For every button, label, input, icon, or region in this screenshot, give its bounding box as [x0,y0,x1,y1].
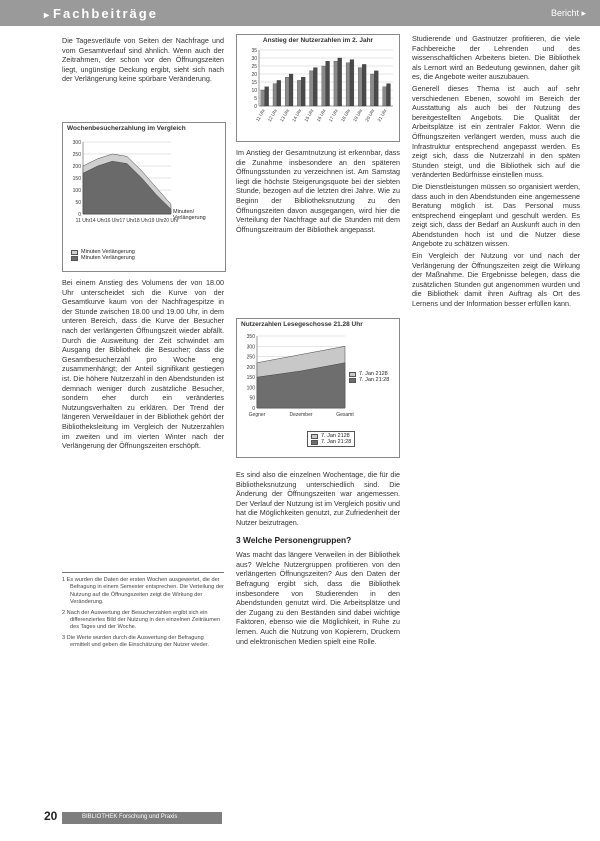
x-tick-label: 19 Uhr [148,218,164,224]
y-tick-label: 250 [72,152,81,158]
bar [310,71,314,106]
middle-paragraph-3: Was macht das längere Verweilen in der Bibliothek aus? Welche Nutzergruppen profitieren von den verlängerten Öffnungszeiten? Aus den Daten der Befragung ergibt sich, dass die Bibliothek insbesondere von Studierenden in den Abendstunden genutzt wird. Die Arbeitsplätze und der Zugang zu den Beständen sind dabei wichtige Faktoren, ebenso wie die Möglichkeit, in Ruhe zu lernen. Auch die Nutzung von Kopierern, Druckern und elektronischen Medien spielt eine Rolle. [236,550,400,646]
bar [273,84,277,106]
figure-2-chart [237,46,399,140]
middle-column-bottom [236,470,400,800]
bar [322,66,326,106]
y-tick-label: 150 [246,375,255,382]
middle-column-top [236,148,400,308]
header-bar [0,0,600,26]
y-tick-label: 200 [72,164,81,170]
figure-3-legend-item [349,377,389,383]
figure-1-chart [63,134,225,242]
bar [350,60,354,106]
figure-1-title: Wochenbesucherzahlung im Vergleich [67,125,186,132]
y-tick-label: 300 [246,344,255,351]
x-tick-label: Gegner [248,412,266,418]
y-tick-label: 150 [72,176,81,182]
legend-swatch [71,256,78,261]
footnote: 3 Die Werte wurden durch die Auswertung der Befragung ermittelt und geben die Einschätzung der Nutzer wieder. [62,634,209,649]
bar [277,80,281,106]
x-tick-label: 20 Uhr [364,108,376,123]
middle-paragraph-1: Im Anstieg der Gesamtnutzung ist erkennbar, dass die Zunahme insbesondere an den späteren Öffnungsstunden zu verzeichnen ist. Am Samstag liegt die höchste Steigerungsquote bei der siebten Stunde, bezogen auf die letzten drei Jahre. Wie zu Beginn der Bibliotheksnutzung zu den Öffnungszeiten davon ausgegangen, wird hier die Verteilung der Nachfrage auf die Stunden mit dem Öffnungszeitraum der Bibliothek angepasst. [236,148,400,234]
y-tick-label: 250 [246,354,255,361]
x-tick-label: 16 Uhr [104,218,120,224]
y-tick-label: 50 [249,395,255,402]
right-paragraph-3: Die Dienstleistungen müssen so organisiert werden, dass auch in den Abendstunden eine angemessene Beratung möglich ist. Das Personal muss entsprechend eingeplant und geschult werden. Es zeigt sich, dass der Bedarf an Auskunft auch in den Abendstunden hoch ist und die Nutzer diese Angebote zu schätzen wissen. [412,181,580,249]
x-tick-label: Gesamt [336,412,354,418]
y-tick-label: 100 [72,188,81,194]
figure-1-side-label: Minuten/ Verlängerung [173,209,206,221]
y-tick-label: 100 [246,385,255,392]
x-tick-label: Dezember [289,412,313,418]
legend-label: 7. Jan 2128 [321,433,350,439]
bar [346,63,350,106]
bar [358,68,362,106]
x-tick-label: 19 Uhr [352,108,364,123]
bar [383,87,387,106]
figure-3-key-box [307,431,355,447]
legend-label: 7. Jan 21:28 [321,439,352,445]
x-tick-label: 11 Uhr [254,108,266,123]
y-tick-label: 0 [254,104,257,110]
y-tick-label: 350 [246,334,255,340]
y-tick-label: 300 [72,140,81,146]
x-tick-label: 18 Uhr [134,218,150,224]
x-tick-label: 11 Uhr [75,218,91,224]
legend-swatch [349,372,356,377]
y-tick-label: 35 [251,48,257,54]
footnotes [62,572,224,653]
bar [387,84,391,106]
left-column-bottom [62,278,224,564]
y-tick-label: 0 [252,406,255,412]
x-tick-label: 18 Uhr [340,108,352,123]
footer-journal: BIBLIOTHEK Forschung und Praxis [82,814,178,820]
figure-2-title: Anstieg der Nutzerzahlen im 2. Jahr [262,37,374,44]
y-tick-label: 25 [251,64,257,70]
figure-3-legend [349,371,389,383]
bar [297,80,301,106]
figure-1-legend-item [71,255,135,261]
legend-label: Minuten Verlängerung [81,249,135,255]
bar [261,90,265,106]
legend-label: Minuten Verlängerung [81,255,135,261]
right-column [412,34,580,800]
bar [265,87,269,106]
footnote: 2 Nach der Auswertung der Besucherzahlen ergibt sich ein differenziertes Bild der Nutzung in den einzelnen Zeiträumen des Tages und der Woche. [62,609,221,631]
bar [362,64,366,106]
x-tick-label: 21 Uhr [376,108,388,123]
footnote: 1 Es wurden die Daten der ersten Wochen ausgewertet, die der Befragung in einem Semester entsprechen. Die Verteilung der Nutzung auf die Öffnungszeiten zeigt die Wirkung der Veränderung. [62,577,224,606]
x-tick-label: 12 Uhr [266,108,279,123]
figure-3 [236,318,400,458]
y-tick-label: 50 [75,200,81,206]
figure-3-key-item [311,439,351,445]
section-title: ▸ Fachbeiträge [44,6,158,21]
bar [326,61,330,106]
header-right-label: Bericht ▸ [550,8,586,18]
legend-label: 7. Jan 2128 [359,371,388,377]
legend-swatch [311,434,318,439]
figure-3-title: Nutzerzahlen Lesegeschosse 21.28 Uhr [241,321,363,328]
figure-1 [62,122,226,272]
y-tick-label: 30 [251,56,257,62]
bar [285,77,289,106]
x-tick-label: 20 Uhr [163,218,179,224]
x-tick-label: 14 Uhr [291,108,303,123]
x-tick-label: 15 Uhr [303,108,315,123]
area-series-1 [83,161,171,214]
middle-paragraph-2: Es sind also die einzelnen Wochentage, die für die Bibliotheksnutzung unterschiedlich sind. Die Änderung der Öffnungszeiten war angemessen. Der Verlauf der Nutzung ist im Vergleich positiv und hat die Möglichkeiten genutzt, zur Zufriedenheit der Nutzer beizutragen. [236,470,400,527]
x-tick-label: 17 Uhr [119,218,135,224]
left-column-top [62,36,224,86]
y-tick-label: 20 [251,72,257,78]
legend-label: 7. Jan 21:28 [359,377,390,383]
left-paragraph-1: Die Tagesverläufe von Seiten der Nachfrage und vom Gesamtverlauf sind ähnlich. Wenn auch der Zeitrahmen, der schon vor den Öffnungszeiten liegt, ungünstige Deckung ergibt, sieht sich nach der Verlängerung keine spürbare Veränderung. [62,36,224,84]
x-tick-label: 16 Uhr [315,108,327,123]
y-tick-label: 10 [251,88,257,94]
y-tick-label: 0 [78,212,81,218]
x-tick-label: 14 Uhr [90,218,106,224]
figure-2 [236,34,400,142]
y-tick-label: 200 [246,364,255,371]
bar [313,68,317,106]
legend-swatch [71,250,78,255]
bar [301,77,305,106]
y-tick-label: 15 [251,80,257,86]
legend-swatch [349,378,356,383]
header-right-text: Bericht [550,8,579,18]
left-paragraph-2: Bei einem Anstieg des Volumens der von 18.00 Uhr unterscheidet sich die Kurve von der Gesamtkurve kaum von der Nachfragespitze in der Stunde zwischen 18.00 und 19.00 Uhr, in dem unteren Bereich, dass die Kurve der Besucher nach der verlängerten Öffnungszeit wieder abfällt. Durch die Ausweitung der Zeit schwindet am Ausgang der Bibliothek die Besucher; dass die Gesamtbesucherzahl pro Woche eng zusammenhängt; der Anteil signifikant gestiegen ist. Die höhere Nutzerzahl in den Abendstunden ist demnach weniger durch zusätzliche Besucher, sondern eher durch ein verändertes Nutzungsverhalten zu erklären. Der Trend der längeren Verweildauer in der Bibliothek gehört der Bibliotheksleitung im Vergleich der Nutzerzahlen im zweiten und im vierten Winter nach der Verlängerung der Öffnungszeiten erschöpft. [62,278,224,451]
legend-swatch [311,440,318,445]
y-tick-label: 5 [254,96,257,102]
bar [374,71,378,106]
section-subhead: 3 Welche Personengruppen? [236,534,352,545]
right-paragraph-4: Ein Vergleich der Nutzung vor und nach der Verlängerung der Öffnungszeiten zeigt die Wirkung der Maßnahme. Die Ergebnisse belegen, dass die zusätzlichen Stunden gut angenommen wurden und die Bibliothek damit ihren Auftrag als Ort des Lernens und der Information besser erfüllen kann. [412,251,580,309]
x-tick-label: 13 Uhr [279,108,291,123]
x-tick-label: 17 Uhr [327,108,340,123]
section-title-text: Fachbeiträge [53,6,158,21]
bar [370,74,374,106]
figure-1-legend [71,249,135,261]
bar [334,61,338,106]
right-paragraph-1: Studierende und Gastnutzer profitieren, die viele Fachbereiche der Lehrenden und des wissenschaftlichen Arbeitens bieten. Die Bibliothek als Lernort wird an Bedeutung gewinnen, daher gilt es, die Angebote weiter auszubauen. [412,34,580,82]
right-paragraph-2: Generell dieses Thema ist auch auf sehr verschiedenen Ebenen, sowohl im Bereich der Ausstattung als auch bei der Nutzung des bereitgestellten Angebots. Die Qualität der Arbeitsplätze ist ein zentraler Faktor. Wenn die Öffnungszeiten verlängert werden, muss auch die Infrastruktur entsprechend angepasst werden. Es zeigt sich, dass die Nutzerzahl in den späten Stunden steigt, und die Bibliothek sich auf die veränderten Bedürfnisse einstellen muss. [412,83,580,180]
bar [289,74,293,106]
page-number: 20 [44,809,58,823]
bar [338,58,342,106]
